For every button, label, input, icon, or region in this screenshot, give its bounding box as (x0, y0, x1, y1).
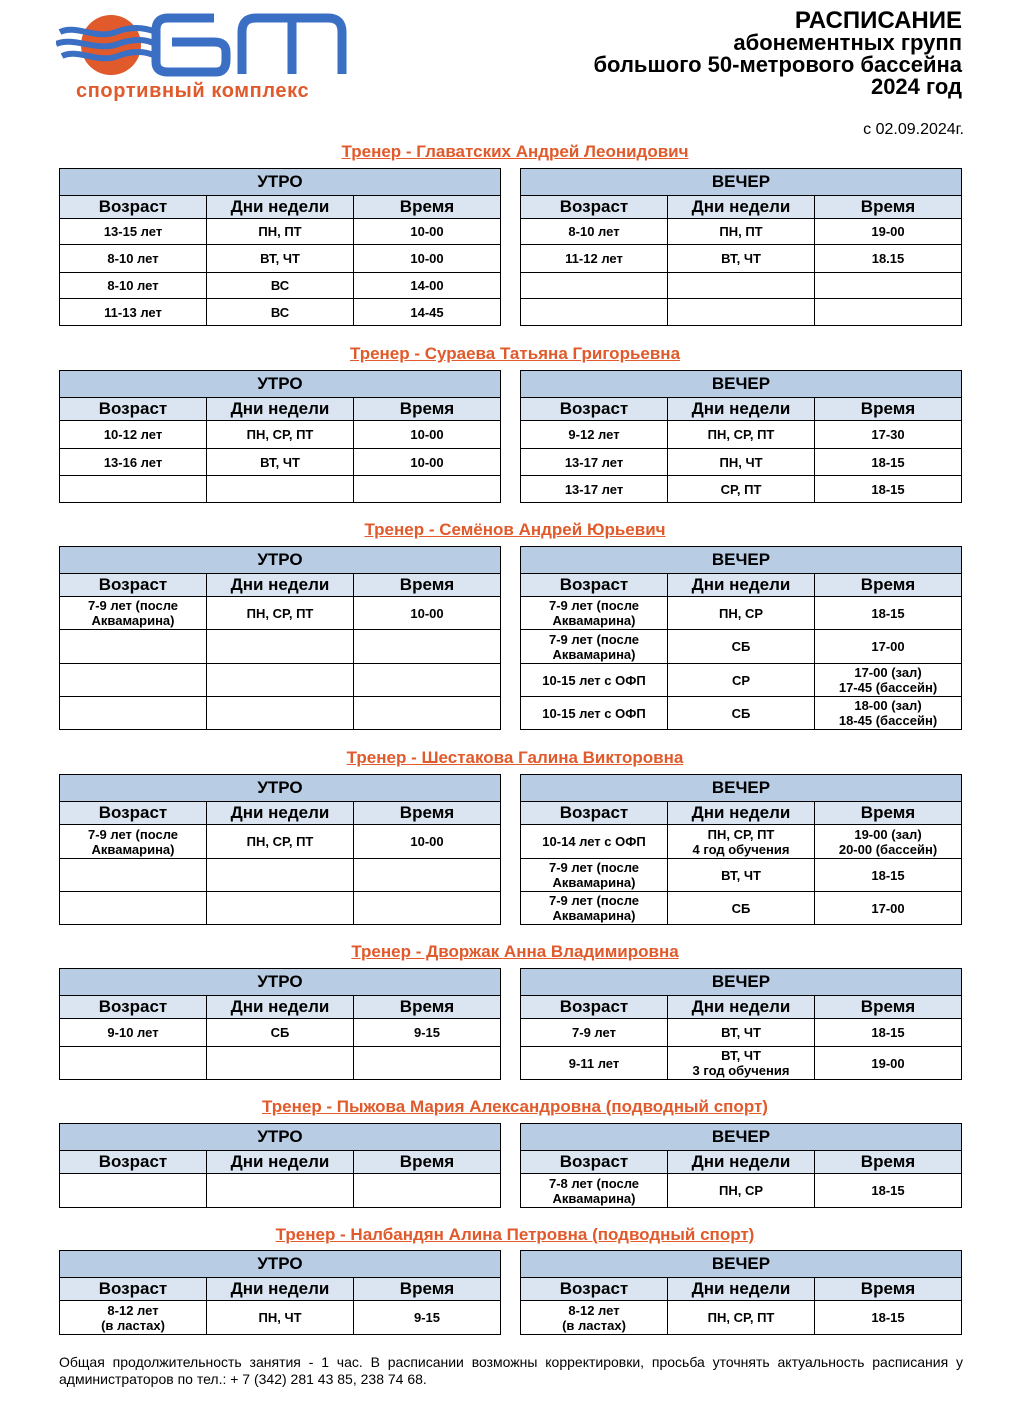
table-row (521, 697, 962, 730)
age-cell: 9-12 лет (521, 421, 668, 449)
morning-schedule-table (59, 370, 501, 503)
time-column-header: Время (354, 398, 501, 421)
time-column-header: Время (815, 574, 962, 597)
effective-date: с 02.09.2024г. (863, 121, 964, 138)
age-cell (60, 630, 207, 664)
evening-period-header: ВЕЧЕР (521, 169, 962, 196)
evening-period-header: ВЕЧЕР (521, 775, 962, 802)
time-cell: 9-15 (354, 1301, 501, 1335)
days-cell (207, 697, 354, 730)
age-cell: 13-16 лет (60, 449, 207, 476)
days-column-header: Дни недели (668, 196, 815, 219)
days-cell: ВТ, ЧТ (668, 1019, 815, 1047)
days-cell: СБ (668, 630, 815, 664)
days-cell (207, 476, 354, 503)
age-cell (60, 1047, 207, 1080)
time-cell: 9-15 (354, 1019, 501, 1047)
days-cell: ВТ, ЧТ 3 год обучения (668, 1047, 815, 1080)
days-cell (207, 664, 354, 697)
time-cell (354, 476, 501, 503)
days-cell (207, 1047, 354, 1080)
morning-period-header: УТРО (60, 969, 501, 996)
age-cell: 8-12 лет (в ластах) (521, 1301, 668, 1335)
evening-table (520, 1123, 962, 1208)
time-cell: 14-00 (354, 273, 501, 299)
time-column-header: Время (354, 196, 501, 219)
days-column-header: Дни недели (668, 398, 815, 421)
days-column-header: Дни недели (668, 1151, 815, 1174)
table-row (60, 859, 501, 892)
age-cell: 9-10 лет (60, 1019, 207, 1047)
days-cell: СР, ПТ (668, 476, 815, 503)
days-cell: ПН, ПТ (668, 219, 815, 245)
days-cell (207, 892, 354, 925)
age-column-header: Возраст (60, 574, 207, 597)
table-row (60, 892, 501, 925)
morning-period-header: УТРО (60, 547, 501, 574)
days-column-header: Дни недели (668, 1278, 815, 1301)
age-cell: 7-8 лет (после Аквамарина) (521, 1174, 668, 1208)
evening-table (520, 370, 962, 503)
days-column-header: Дни недели (207, 1151, 354, 1174)
days-column-header: Дни недели (207, 802, 354, 825)
time-cell: 19-00 (зал) 20-00 (бассейн) (815, 825, 962, 859)
morning-table (59, 968, 501, 1080)
age-cell: 8-10 лет (521, 219, 668, 245)
table-row (60, 597, 501, 630)
evening-period-header: ВЕЧЕР (521, 371, 962, 398)
time-cell: 10-00 (354, 421, 501, 449)
days-cell: СБ (668, 697, 815, 730)
morning-schedule-table (59, 968, 501, 1080)
age-cell (60, 892, 207, 925)
evening-table (520, 968, 962, 1080)
days-cell: ПН, СР (668, 597, 815, 630)
age-column-header: Возраст (60, 802, 207, 825)
days-cell: ВТ, ЧТ (207, 449, 354, 476)
age-cell: 10-12 лет (60, 421, 207, 449)
time-cell: 10-00 (354, 825, 501, 859)
time-column-header: Время (815, 1278, 962, 1301)
evening-period-header: ВЕЧЕР (521, 969, 962, 996)
time-cell: 18-15 (815, 1174, 962, 1208)
days-cell: ВС (207, 273, 354, 299)
table-row (521, 1301, 962, 1335)
days-cell: ПН, СР, ПТ (668, 1301, 815, 1335)
time-cell: 10-00 (354, 219, 501, 245)
time-cell: 19-00 (815, 219, 962, 245)
days-cell: ВТ, ЧТ (668, 859, 815, 892)
age-cell (521, 299, 668, 326)
footer-note: Общая продолжительность занятия - 1 час. В расписании возможны корректировки, просьба уточнять актуальность расписания у администраторов по тел.: + 7 (342) 281 43 85, 238 74 68. (59, 1354, 963, 1387)
age-column-header: Возраст (60, 196, 207, 219)
morning-schedule-table (59, 774, 501, 925)
age-cell (60, 1174, 207, 1208)
age-column-header: Возраст (521, 1151, 668, 1174)
age-cell: 7-9 лет (после Аквамарина) (60, 825, 207, 859)
morning-period-header: УТРО (60, 1251, 501, 1278)
age-cell: 7-9 лет (после Аквамарина) (521, 597, 668, 630)
table-row (60, 299, 501, 326)
age-cell: 7-9 лет (после Аквамарина) (521, 892, 668, 925)
table-row (60, 630, 501, 664)
days-column-header: Дни недели (207, 196, 354, 219)
trainer-heading: Тренер - Главатских Андрей Леонидович (341, 142, 689, 161)
table-row (521, 421, 962, 449)
table-row (60, 697, 501, 730)
age-column-header: Возраст (521, 398, 668, 421)
age-column-header: Возраст (60, 398, 207, 421)
time-cell: 19-00 (815, 1047, 962, 1080)
table-row (60, 273, 501, 299)
days-cell: ВТ, ЧТ (207, 245, 354, 273)
evening-period-header: ВЕЧЕР (521, 1251, 962, 1278)
morning-schedule-table (59, 1250, 501, 1335)
table-row (521, 476, 962, 503)
morning-schedule-table (59, 1123, 501, 1208)
days-cell: СБ (207, 1019, 354, 1047)
table-row (521, 664, 962, 697)
table-row (60, 421, 501, 449)
time-cell (354, 664, 501, 697)
time-column-header: Время (354, 802, 501, 825)
days-column-header: Дни недели (207, 996, 354, 1019)
days-cell: ПН, СР, ПТ (207, 597, 354, 630)
trainer-heading: Тренер - Семёнов Андрей Юрьевич (364, 520, 666, 539)
evening-schedule-table (520, 1250, 962, 1335)
document-header (593, 7, 962, 99)
table-row (521, 1019, 962, 1047)
time-cell: 17-00 (815, 630, 962, 664)
age-cell (60, 664, 207, 697)
morning-table (59, 370, 501, 503)
logo (56, 10, 356, 110)
age-column-header: Возраст (60, 1278, 207, 1301)
table-row (521, 825, 962, 859)
table-row (521, 299, 962, 326)
time-cell: 17-30 (815, 421, 962, 449)
days-cell: ПН, ПТ (207, 219, 354, 245)
table-row (521, 1174, 962, 1208)
table-row (521, 273, 962, 299)
time-cell: 10-00 (354, 449, 501, 476)
days-cell: ПН, СР (668, 1174, 815, 1208)
document-title: РАСПИСАНИЕ (794, 7, 962, 34)
table-row (60, 449, 501, 476)
time-cell: 10-00 (354, 245, 501, 273)
document-subtitle-line-1: абонементных групп (733, 30, 962, 55)
age-column-header: Возраст (60, 1151, 207, 1174)
age-cell (60, 859, 207, 892)
age-cell: 13-15 лет (60, 219, 207, 245)
time-cell: 18-00 (зал) 18-45 (бассейн) (815, 697, 962, 730)
days-column-header: Дни недели (207, 574, 354, 597)
evening-period-header: ВЕЧЕР (521, 547, 962, 574)
days-cell (207, 630, 354, 664)
logo-mark-icon (56, 10, 356, 80)
evening-table (520, 546, 962, 730)
table-row (521, 449, 962, 476)
days-cell (207, 859, 354, 892)
morning-period-header: УТРО (60, 169, 501, 196)
evening-schedule-table (520, 968, 962, 1080)
time-column-header: Время (815, 398, 962, 421)
time-column-header: Время (815, 996, 962, 1019)
days-column-header: Дни недели (668, 996, 815, 1019)
evening-period-header: ВЕЧЕР (521, 1124, 962, 1151)
morning-table (59, 1250, 501, 1335)
time-cell (354, 892, 501, 925)
age-cell: 8-10 лет (60, 245, 207, 273)
age-column-header: Возраст (521, 802, 668, 825)
trainer-heading: Тренер - Налбандян Алина Петровна (подводный спорт) (275, 1225, 755, 1244)
logo-subtitle: спортивный комплекс (76, 80, 310, 102)
morning-schedule-table (59, 168, 501, 326)
days-column-header: Дни недели (668, 802, 815, 825)
time-column-header: Время (815, 1151, 962, 1174)
age-column-header: Возраст (521, 196, 668, 219)
evening-schedule-table (520, 1123, 962, 1208)
time-cell (354, 859, 501, 892)
time-cell: 18-15 (815, 1301, 962, 1335)
days-cell: СР (668, 664, 815, 697)
age-cell: 10-15 лет с ОФП (521, 664, 668, 697)
evening-schedule-table (520, 774, 962, 925)
table-row (521, 1047, 962, 1080)
age-column-header: Возраст (521, 574, 668, 597)
table-row (60, 1301, 501, 1335)
age-cell: 7-9 лет (после Аквамарина) (60, 597, 207, 630)
morning-table (59, 546, 501, 730)
trainer-heading: Тренер - Дворжак Анна Владимировна (351, 942, 679, 961)
table-row (521, 630, 962, 664)
table-row (60, 219, 501, 245)
age-cell: 7-9 лет (521, 1019, 668, 1047)
trainer-heading: Тренер - Сураева Татьяна Григорьевна (349, 344, 681, 363)
table-row (521, 245, 962, 273)
age-cell: 8-12 лет (в ластах) (60, 1301, 207, 1335)
time-cell (354, 1047, 501, 1080)
time-cell: 18.15 (815, 245, 962, 273)
age-cell: 13-17 лет (521, 449, 668, 476)
document-subtitle-line-2: большого 50-метрового бассейна (593, 52, 962, 77)
days-cell: СБ (668, 892, 815, 925)
age-cell: 13-17 лет (521, 476, 668, 503)
time-cell (354, 697, 501, 730)
morning-period-header: УТРО (60, 1124, 501, 1151)
time-cell: 18-15 (815, 597, 962, 630)
table-row (60, 1047, 501, 1080)
morning-schedule-table (59, 546, 501, 730)
time-cell: 17-00 (815, 892, 962, 925)
days-cell (668, 299, 815, 326)
time-cell (815, 273, 962, 299)
time-cell: 18-15 (815, 449, 962, 476)
age-column-header: Возраст (60, 996, 207, 1019)
age-cell: 7-9 лет (после Аквамарина) (521, 859, 668, 892)
morning-table (59, 774, 501, 925)
age-cell (60, 476, 207, 503)
age-cell (60, 697, 207, 730)
table-row (521, 892, 962, 925)
time-cell (815, 299, 962, 326)
days-cell: ПН, ЧТ (668, 449, 815, 476)
time-cell: 18-15 (815, 859, 962, 892)
days-cell (207, 1174, 354, 1208)
days-cell: ВС (207, 299, 354, 326)
time-cell: 14-45 (354, 299, 501, 326)
table-row (60, 1019, 501, 1047)
days-cell: ПН, СР, ПТ 4 год обучения (668, 825, 815, 859)
morning-table (59, 1123, 501, 1208)
evening-schedule-table (520, 546, 962, 730)
table-row (521, 859, 962, 892)
days-column-header: Дни недели (668, 574, 815, 597)
time-column-header: Время (815, 196, 962, 219)
document-year: 2024 год (870, 74, 962, 99)
age-column-header: Возраст (521, 996, 668, 1019)
time-cell: 18-15 (815, 1019, 962, 1047)
time-column-header: Время (354, 1278, 501, 1301)
age-cell: 11-13 лет (60, 299, 207, 326)
evening-schedule-table (520, 370, 962, 503)
table-row (60, 825, 501, 859)
time-cell: 10-00 (354, 597, 501, 630)
time-cell (354, 1174, 501, 1208)
days-cell: ПН, СР, ПТ (668, 421, 815, 449)
evening-table (520, 168, 962, 326)
evening-table (520, 774, 962, 925)
time-column-header: Время (354, 1151, 501, 1174)
time-column-header: Время (354, 574, 501, 597)
table-row (60, 245, 501, 273)
morning-period-header: УТРО (60, 775, 501, 802)
age-cell (521, 273, 668, 299)
evening-table (520, 1250, 962, 1335)
time-cell (354, 630, 501, 664)
age-cell: 10-15 лет с ОФП (521, 697, 668, 730)
age-cell: 9-11 лет (521, 1047, 668, 1080)
trainer-heading: Тренер - Пыжова Мария Александровна (подводный спорт) (262, 1097, 768, 1116)
age-cell: 7-9 лет (после Аквамарина) (521, 630, 668, 664)
days-cell: ВТ, ЧТ (668, 245, 815, 273)
table-row (521, 219, 962, 245)
time-column-header: Время (815, 802, 962, 825)
table-row (60, 476, 501, 503)
trainer-heading: Тренер - Шестакова Галина Викторовна (346, 748, 684, 767)
days-cell: ПН, ЧТ (207, 1301, 354, 1335)
days-cell: ПН, СР, ПТ (207, 421, 354, 449)
table-row (60, 1174, 501, 1208)
age-cell: 8-10 лет (60, 273, 207, 299)
days-cell (668, 273, 815, 299)
morning-table (59, 168, 501, 326)
time-cell: 17-00 (зал) 17-45 (бассейн) (815, 664, 962, 697)
table-row (521, 597, 962, 630)
age-cell: 11-12 лет (521, 245, 668, 273)
table-row (60, 664, 501, 697)
time-cell: 18-15 (815, 476, 962, 503)
evening-schedule-table (520, 168, 962, 326)
time-column-header: Время (354, 996, 501, 1019)
age-cell: 10-14 лет с ОФП (521, 825, 668, 859)
days-column-header: Дни недели (207, 1278, 354, 1301)
morning-period-header: УТРО (60, 371, 501, 398)
days-column-header: Дни недели (207, 398, 354, 421)
days-cell: ПН, СР, ПТ (207, 825, 354, 859)
age-column-header: Возраст (521, 1278, 668, 1301)
